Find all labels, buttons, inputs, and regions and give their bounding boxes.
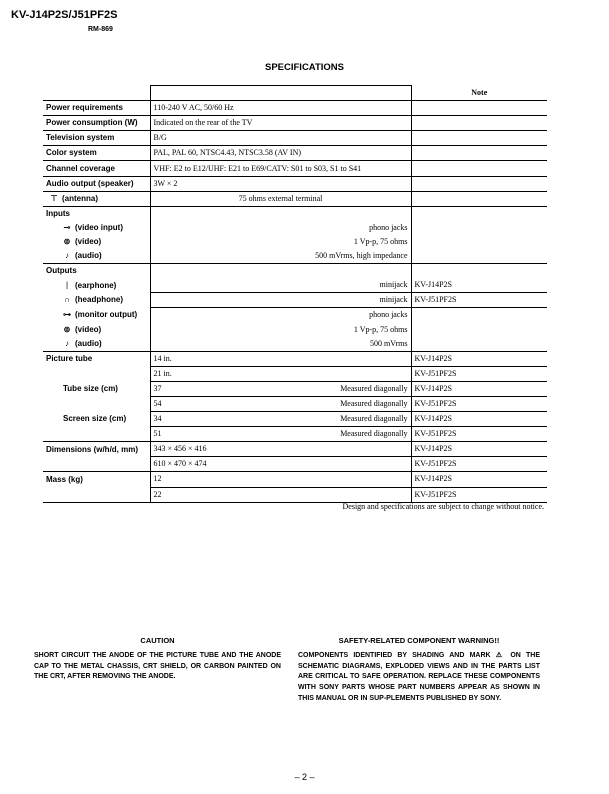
measure-note: Measured diagonally xyxy=(340,383,408,393)
safety-text-before: COMPONENTS IDENTIFIED BY SHADING AND MARK xyxy=(298,652,491,659)
spec-label: Picture tube xyxy=(43,351,150,366)
table-row xyxy=(43,323,547,337)
table-row xyxy=(43,235,547,249)
spec-value: minijack xyxy=(150,278,411,293)
safety-text-after: ON THE SCHEMATIC DIAGRAMS, EXPLODED VIEWS AND IN THE PARTS LIST ARE CRITICAL TO SAFE OPERATION. REPLACE THESE COMPONENTS WITH SONY PARTS WHOSE PART NUMBERS APPEAR AS SHOWN IN THIS MANUAL OR IN SUP-PLEMENTS PUBLISHED BY SONY. xyxy=(298,652,541,702)
spec-value: 75 ohms external terminal xyxy=(150,191,411,206)
spec-value: phono jacks xyxy=(150,308,411,323)
spec-value: 21 in. xyxy=(150,366,411,381)
spec-label: Tube size (cm) xyxy=(63,383,118,393)
table-row xyxy=(43,308,547,323)
table-row xyxy=(43,457,547,472)
table-row xyxy=(43,278,547,293)
table-header-row xyxy=(43,86,547,101)
table-row xyxy=(43,381,547,396)
spec-value: 500 mVrms xyxy=(150,337,411,352)
table-row xyxy=(43,116,547,131)
spec-label: Color system xyxy=(43,146,150,161)
specifications-table xyxy=(43,85,547,503)
note-model: KV-J14P2S xyxy=(411,381,547,396)
table-row xyxy=(43,161,547,176)
spec-value: 37 xyxy=(153,383,162,393)
spec-value: 51 xyxy=(153,429,162,439)
spec-value: 22 xyxy=(150,487,411,502)
note-model: KV-J51PF2S xyxy=(411,427,547,442)
spec-label: Channel coverage xyxy=(43,161,150,176)
table-row xyxy=(43,264,547,279)
note-model: KV-J14P2S xyxy=(411,442,547,457)
audio-icon: ♪ xyxy=(65,338,69,348)
disclaimer-text: Design and specifications are subject to change without notice. xyxy=(342,502,544,511)
spec-value: 1 Vp-p, 75 ohms xyxy=(150,235,411,249)
spec-label: Power consumption (W) xyxy=(43,116,150,131)
table-row xyxy=(43,293,547,308)
spec-value: 3W × 2 xyxy=(150,176,411,191)
audio-icon: ♪ xyxy=(65,251,69,261)
table-row xyxy=(43,249,547,264)
spec-label: Inputs xyxy=(43,206,150,221)
spec-value: 343 × 456 × 416 xyxy=(150,442,411,457)
monitor-output-icon: ⊶ xyxy=(63,310,71,320)
warning-triangle-icon: ⚠ xyxy=(495,652,506,659)
spec-label: (audio) xyxy=(75,251,102,261)
table-row xyxy=(43,206,547,221)
note-model: KV-J14P2S xyxy=(411,351,547,366)
note-model: KV-J51PF2S xyxy=(411,457,547,472)
spec-value: 12 xyxy=(150,472,411,487)
spec-label: (headphone) xyxy=(75,295,123,305)
document-model-header: KV-J14P2S/J51PF2S xyxy=(11,9,118,21)
page-title: SPECIFICATIONS xyxy=(265,62,344,73)
table-row xyxy=(43,366,547,381)
spec-value: 34 xyxy=(153,414,162,424)
note-model: KV-J51PF2S xyxy=(411,366,547,381)
table-row xyxy=(43,427,547,442)
headphone-icon: ∩ xyxy=(64,295,70,305)
spec-value: Indicated on the rear of the TV xyxy=(150,116,411,131)
page-number: – 2 – xyxy=(294,772,315,782)
spec-label: Mass (kg) xyxy=(43,472,150,487)
spec-label: (antenna) xyxy=(62,193,98,203)
spec-label: Power requirements xyxy=(43,101,150,116)
safety-warning-text xyxy=(298,651,540,705)
spec-label: Dimensions (w/h/d, mm) xyxy=(43,442,150,457)
safety-warning-heading: SAFETY-RELATED COMPONENT WARNING!! xyxy=(338,636,500,645)
measure-note: Measured diagonally xyxy=(340,414,408,424)
spec-label: Screen size (cm) xyxy=(63,414,127,424)
video-icon: ⊚ xyxy=(63,236,71,246)
table-row xyxy=(43,442,547,457)
table-row xyxy=(43,191,547,206)
spec-value: B/G xyxy=(150,131,411,146)
spec-value: 110-240 V AC, 50/60 Hz xyxy=(150,101,411,116)
spec-label: Audio output (speaker) xyxy=(43,176,150,191)
caution-text: SHORT CIRCUIT THE ANODE OF THE PICTURE TUBE AND THE ANODE CAP TO THE METAL CHASSIS, CRT SHIELD, OR CARBON PAINTED ON THE CRT, AFTER REMOVING THE ANODE. xyxy=(34,652,281,681)
spec-label: (video input) xyxy=(75,222,123,232)
table-row xyxy=(43,337,547,352)
earphone-icon: ᛁ xyxy=(64,280,70,290)
spec-label: (audio) xyxy=(75,338,102,348)
spec-value: minijack xyxy=(150,293,411,308)
video-icon: ⊚ xyxy=(63,324,71,334)
spec-value: 500 mVrms, high impedance xyxy=(150,249,411,264)
table-row xyxy=(43,396,547,411)
table-row xyxy=(43,487,547,502)
table-row xyxy=(43,101,547,116)
spec-label: (video) xyxy=(75,324,102,334)
table-row xyxy=(43,351,547,366)
caution-heading: CAUTION xyxy=(140,636,175,645)
video-input-icon: ⊸ xyxy=(63,222,71,232)
spec-value: phono jacks xyxy=(150,221,411,235)
spec-value: 14 in. xyxy=(150,351,411,366)
table-row xyxy=(43,176,547,191)
remote-model-header: RM-869 xyxy=(88,26,113,33)
spec-label: (monitor output) xyxy=(75,310,138,320)
spec-label: Television system xyxy=(43,131,150,146)
measure-note: Measured diagonally xyxy=(340,429,408,439)
table-row xyxy=(43,472,547,487)
note-model: KV-J14P2S xyxy=(411,412,547,427)
spec-value: 54 xyxy=(153,399,162,409)
table-row xyxy=(43,221,547,235)
spec-value: 1 Vp-p, 75 ohms xyxy=(150,323,411,337)
table-row xyxy=(43,146,547,161)
note-model: KV-J14P2S xyxy=(411,472,547,487)
table-row xyxy=(43,131,547,146)
spec-value: PAL, PAL 60, NTSC4.43, NTSC3.58 (AV IN) xyxy=(150,146,411,161)
antenna-icon: ⊤ xyxy=(50,193,58,203)
spec-value: VHF: E2 to E12/UHF: E21 to E69/CATV: S01 to S03, S1 to S41 xyxy=(150,161,411,176)
spec-label: (earphone) xyxy=(75,280,117,290)
measure-note: Measured diagonally xyxy=(340,399,408,409)
spec-label: Outputs xyxy=(43,264,150,279)
note-model: KV-J51PF2S xyxy=(411,293,547,308)
note-model: KV-J51PF2S xyxy=(411,396,547,411)
table-row xyxy=(43,412,547,427)
note-model: KV-J14P2S xyxy=(414,280,452,290)
spec-value: 610 × 470 × 474 xyxy=(150,457,411,472)
spec-label: (video) xyxy=(75,236,102,246)
note-column-header: Note xyxy=(471,87,488,97)
note-model: KV-J51PF2S xyxy=(411,487,547,502)
